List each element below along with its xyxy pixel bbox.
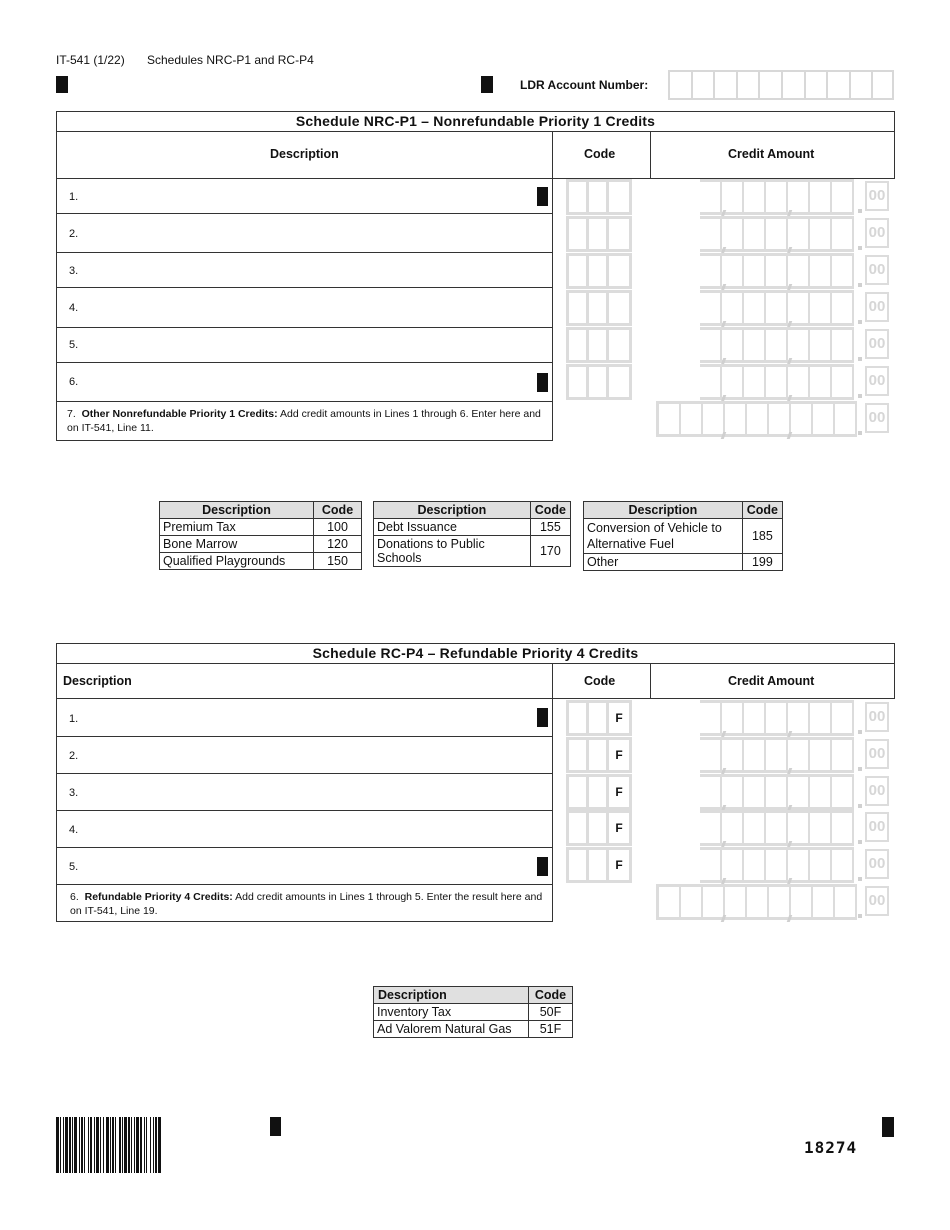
barcode	[56, 1117, 230, 1173]
table-header: Description	[160, 502, 314, 519]
registration-mark	[537, 373, 548, 392]
rc-code-table	[373, 986, 573, 1038]
credit-amount-field[interactable]	[700, 253, 894, 289]
code-suffix: F	[615, 785, 623, 799]
nrc-col-amount: Credit Amount	[728, 147, 815, 161]
rc-line-number: 2.	[69, 750, 79, 762]
nrc-schedule-header	[56, 111, 895, 179]
table-header: Code	[314, 502, 362, 519]
ldr-account-label: LDR Account Number:	[520, 78, 649, 92]
credit-amount-field[interactable]	[700, 810, 894, 846]
credit-amount-field[interactable]	[700, 847, 894, 883]
cents-field: 00	[865, 776, 889, 806]
rc-line-number: 5.	[69, 861, 79, 873]
cents-field: 00	[865, 739, 889, 769]
credit-code-field[interactable]	[566, 327, 632, 363]
rc-col-amount: Credit Amount	[728, 674, 815, 688]
nrc-col-code: Code	[584, 147, 616, 161]
rc-line-number: 4.	[69, 824, 79, 836]
table-row: Debt Issuance 155	[374, 519, 571, 536]
table-row: Inventory Tax 50F	[374, 1004, 573, 1021]
nrc-col-description: Description	[270, 147, 339, 161]
cents-field: 00	[865, 702, 889, 732]
cents-field: 00	[865, 329, 889, 359]
nrc-line-number: 3.	[69, 265, 79, 277]
nrc-code-table-2	[373, 501, 571, 567]
registration-mark	[537, 857, 548, 876]
credit-amount-field[interactable]	[700, 179, 894, 215]
credit-amount-field[interactable]	[700, 364, 894, 400]
credit-code-field[interactable]	[566, 216, 632, 252]
credit-code-field[interactable]	[566, 364, 632, 400]
code-suffix: F	[615, 821, 623, 835]
table-row: Conversion of Vehicle to Alternative Fuel 185	[584, 519, 783, 554]
cents-field: 00	[865, 255, 889, 285]
registration-mark	[270, 1117, 281, 1136]
registration-mark	[481, 76, 493, 93]
rc-total-line: 6. Refundable Priority 4 Credits: Add credit amounts in Lines 1 through 5. Enter the result here and on IT-541, Line 19.	[70, 891, 543, 917]
cents-field: 00	[865, 849, 889, 879]
credit-amount-field[interactable]	[700, 216, 894, 252]
table-row: Donations to Public Schools 170	[374, 536, 571, 567]
rc-title: Schedule RC-P4 – Refundable Priority 4 Credits	[57, 644, 894, 664]
cents-field: 00	[865, 886, 889, 916]
rc-schedule-header	[56, 643, 895, 699]
cents-field: 00	[865, 181, 889, 211]
rc-line-number: 3.	[69, 787, 79, 799]
code-suffix: F	[615, 858, 623, 872]
table-header: Code	[528, 987, 572, 1004]
nrc-code-table-3	[583, 501, 783, 571]
cents-field: 00	[865, 812, 889, 842]
table-row: Ad Valorem Natural Gas 51F	[374, 1021, 573, 1038]
cents-field: 00	[865, 403, 889, 433]
table-header: Code	[530, 502, 570, 519]
credit-code-field[interactable]	[566, 290, 632, 326]
credit-amount-field[interactable]	[700, 700, 894, 736]
table-row: Bone Marrow 120	[160, 536, 362, 553]
table-header: Description	[374, 502, 531, 519]
nrc-code-table-1	[159, 501, 362, 570]
credit-code-field[interactable]	[566, 253, 632, 289]
cents-field: 00	[865, 218, 889, 248]
nrc-total-line: 7. Other Nonrefundable Priority 1 Credits: Add credit amounts in Lines 1 through 6. Enter here and on IT-541, Line 11.	[67, 408, 541, 434]
nrc-line-number: 2.	[69, 228, 79, 240]
registration-mark	[882, 1117, 894, 1137]
table-header: Code	[742, 502, 782, 519]
registration-mark	[537, 187, 548, 206]
registration-mark	[56, 76, 68, 93]
credit-code-field[interactable]	[566, 179, 632, 215]
credit-amount-field[interactable]	[656, 401, 894, 437]
rc-col-description: Description	[63, 674, 132, 688]
nrc-line-number: 5.	[69, 339, 79, 351]
form-number: 18274	[804, 1138, 858, 1157]
nrc-line-number: 6.	[69, 376, 79, 388]
credit-code-field[interactable]	[566, 774, 632, 810]
ldr-account-number-field[interactable]	[668, 70, 894, 100]
credit-code-field[interactable]	[566, 847, 632, 883]
credit-amount-field[interactable]	[656, 884, 894, 920]
table-header: Description	[584, 502, 743, 519]
code-suffix: F	[615, 711, 623, 725]
credit-amount-field[interactable]	[700, 290, 894, 326]
nrc-line-number: 1.	[69, 191, 79, 203]
cents-field: 00	[865, 292, 889, 322]
registration-mark	[537, 708, 548, 727]
rc-line-number: 1.	[69, 713, 79, 725]
table-header: Description	[374, 987, 529, 1004]
credit-amount-field[interactable]	[700, 774, 894, 810]
credit-code-field[interactable]	[566, 737, 632, 773]
credit-amount-field[interactable]	[700, 737, 894, 773]
rc-col-code: Code	[584, 674, 616, 688]
credit-amount-field[interactable]	[700, 327, 894, 363]
nrc-title: Schedule NRC-P1 – Nonrefundable Priority 1 Credits	[57, 112, 894, 132]
nrc-line-number: 4.	[69, 302, 79, 314]
table-row: Qualified Playgrounds 150	[160, 553, 362, 570]
table-row: Other 199	[584, 554, 783, 571]
credit-code-field[interactable]	[566, 700, 632, 736]
table-row: Premium Tax 100	[160, 519, 362, 536]
cents-field: 00	[865, 366, 889, 396]
form-id: IT-541 (1/22)	[56, 53, 125, 67]
code-suffix: F	[615, 748, 623, 762]
form-title: Schedules NRC-P1 and RC-P4	[147, 53, 314, 67]
credit-code-field[interactable]	[566, 810, 632, 846]
